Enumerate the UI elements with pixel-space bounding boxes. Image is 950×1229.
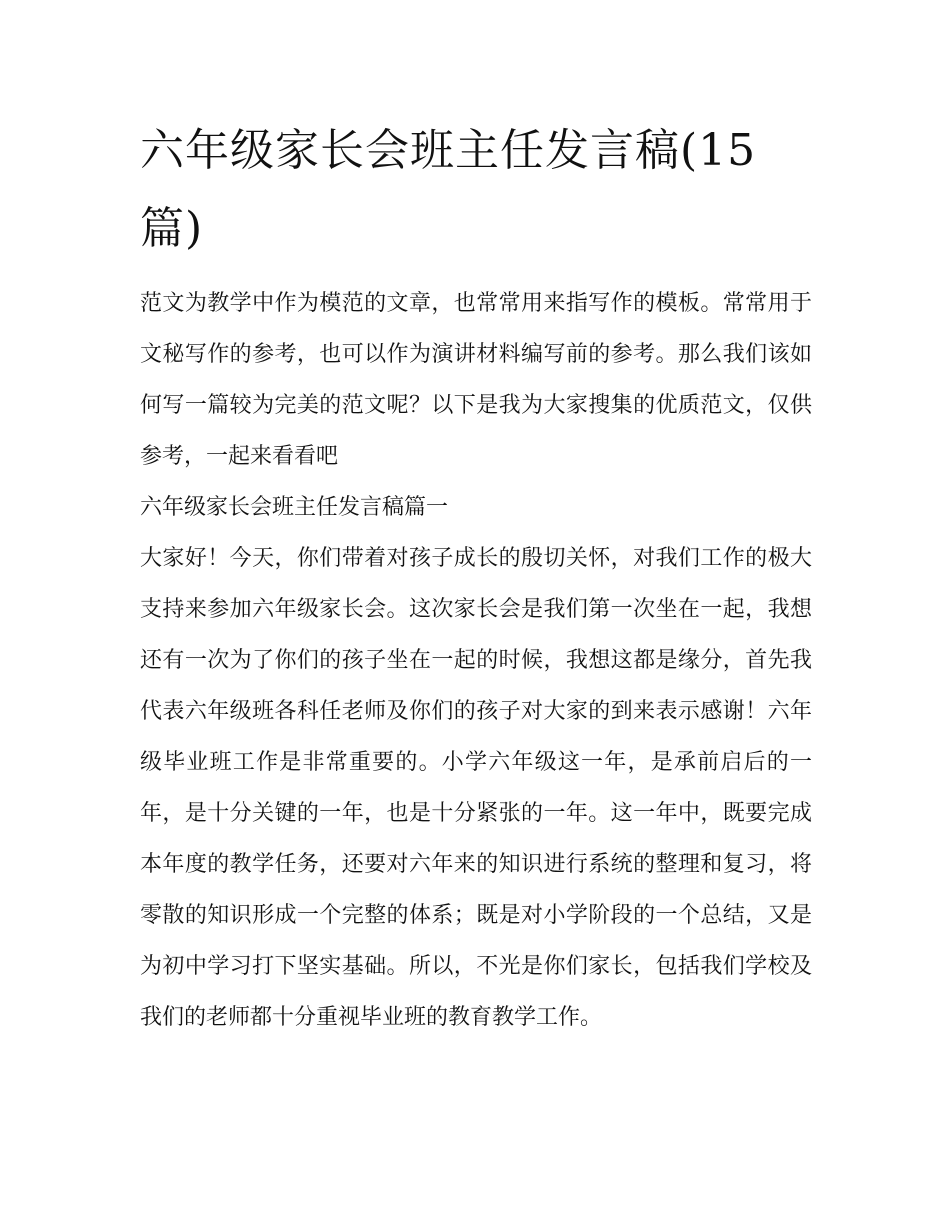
- document-title: 六年级家长会班主任发言稿(15篇): [140, 125, 757, 254]
- document-page: [140, 112, 812, 1043]
- body-paragraph: 大家好！今天，你们带着对孩子成长的殷切关怀，对我们工作的极大支持来参加六年级家长会。这次家长会是我们第一次坐在一起，我想还有一次为了你们的孩子坐在一起的时候，我想这都是缘分，首先我代表六年级班各科任老师及你们的孩子对大家的到来表示感谢！六年级毕业班工作是非常重要的。小学六年级这一年，是承前启后的一年，是十分关键的一年，也是十分紧张的一年。这一年中，既要完成本年度的教学任务，还要对六年来的知识进行系统的整理和复习，将零散的知识形成一个完整的体系；既是对小学阶段的一个总结，又是为初中学习打下坚实基础。所以，不光是你们家长，包括我们学校及我们的老师都十分重视毕业班的教育教学工作。: [140, 546, 812, 1030]
- intro-paragraph: 范文为教学中作为模范的文章，也常常用来指写作的模板。常常用于文秘写作的参考，也可以作为演讲材料编写前的参考。那么我们该如何写一篇较为完美的范文呢？以下是我为大家搜集的优质范文，仅供参考，一起来看看吧: [140, 291, 812, 469]
- section-heading: 六年级家长会班主任发言稿篇一: [140, 495, 449, 520]
